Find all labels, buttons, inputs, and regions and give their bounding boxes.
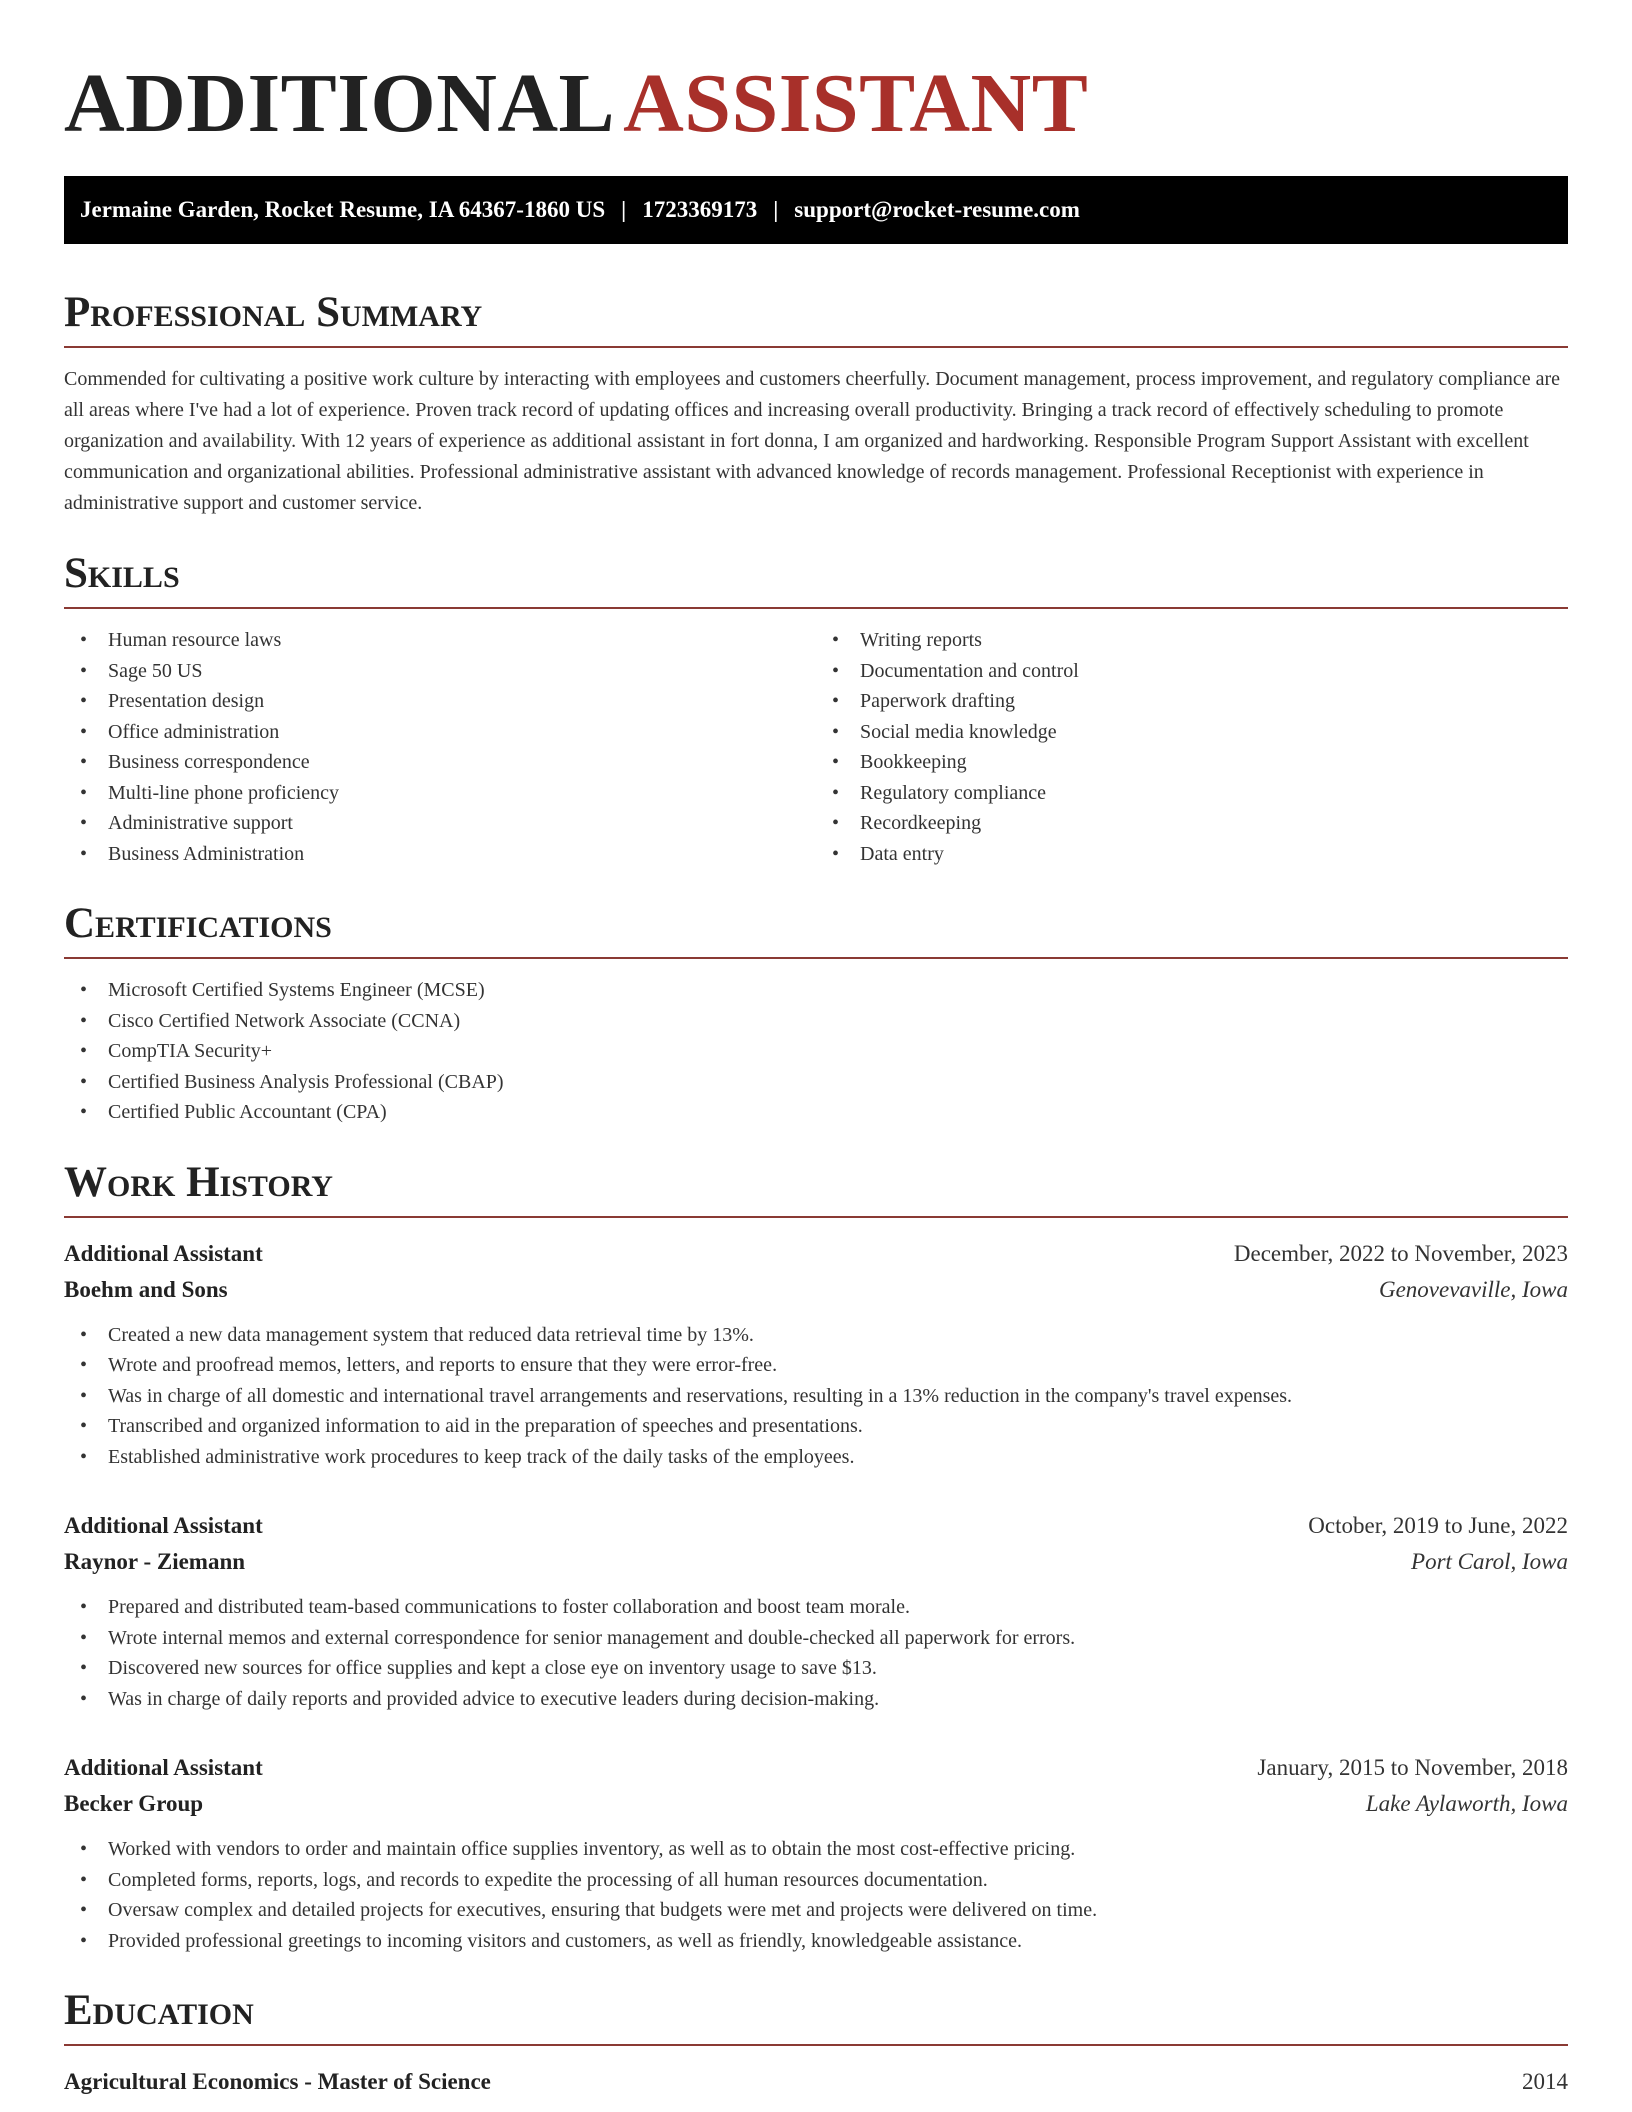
job-title: Additional Assistant [64, 1240, 263, 1266]
certification-item: • Certified Business Analysis Professional (CBAP) [80, 1067, 1568, 1098]
skills-section [64, 547, 1568, 869]
job-company: Raynor - Ziemann [64, 1549, 246, 1574]
job-company: Becker Group [64, 1791, 204, 1816]
job-bullet: • Provided professional greetings to incoming visitors and customers, as well as friendly, knowledgeable assistance. [80, 1926, 1568, 1957]
skill-item: • Documentation and control [832, 656, 1568, 687]
job-company-row [64, 1786, 1568, 1822]
summary-text: Commended for cultivating a positive work culture by interacting with employees and customers cheerfully. Document management, process improvement, and regulatory compliance are all areas where I've had a lot of experience. Proven track record of updating offices and increasing overall productivity. Bringing a track record of effectively scheduling to promote organization and availability. With 12 years of experience as additional assistant in fort donna, I am organized and hardworking. Responsible Program Support Assistant with excellent communication and organizational abilities. Professional administrative assistant with advanced knowledge of records management. Professional Receptionist with experience in administrative support and customer service. [64, 368, 1561, 514]
contact-bar [64, 176, 1568, 244]
job-bullet: • Prepared and distributed team-based communications to foster collaboration and boost team morale. [80, 1592, 1568, 1623]
job-bullet: • Worked with vendors to order and maintain office supplies inventory, as well as to obtain the most cost-effective pricing. [80, 1834, 1568, 1865]
job-dates: December, 2022 to November, 2023 [1233, 1240, 1568, 1266]
job-entry [64, 1750, 1568, 1956]
job-dates: October, 2019 to June, 2022 [1308, 1513, 1568, 1538]
skill-item: • Data entry [832, 839, 1568, 870]
contact-email: support@rocket-resume.com [794, 197, 1080, 222]
name-second: ASSISTANT [623, 57, 1089, 150]
skill-item: • Administrative support [80, 808, 816, 839]
job-bullets [64, 1592, 1568, 1714]
skill-item: • Sage 50 US [80, 656, 816, 687]
section-title-education: Education [64, 1984, 1568, 2046]
job-bullet: • Was in charge of daily reports and provided advice to executive leaders during decision-making. [80, 1684, 1568, 1715]
job-company-row [64, 1544, 1568, 1580]
education-degree: Agricultural Economics - Master of Science [64, 2069, 491, 2094]
summary-section [64, 286, 1568, 519]
skills-list-right [816, 625, 1568, 869]
skill-item: • Human resource laws [80, 625, 816, 656]
job-title: Additional Assistant [64, 1513, 263, 1538]
skill-item: • Business correspondence [80, 747, 816, 778]
job-bullet: • Completed forms, reports, logs, and records to expedite the processing of all human resources documentation. [80, 1865, 1568, 1896]
skills-grid [64, 609, 1568, 869]
job-company: Boehm and Sons [64, 1276, 228, 1302]
section-title-summary: Professional Summary [64, 286, 1568, 348]
job-bullet: • Wrote and proofread memos, letters, and reports to ensure that they were error-free. [80, 1350, 1568, 1381]
certification-item: • Certified Public Accountant (CPA) [80, 1097, 1568, 1128]
contact-phone: 1723369173 [642, 197, 758, 222]
certifications-section [64, 897, 1568, 1128]
skill-item: • Regulatory compliance [832, 778, 1568, 809]
job-bullet: • Was in charge of all domestic and international travel arrangements and reservations, resulting in a 13% reduction in the company's travel expenses. [80, 1381, 1568, 1412]
contact-address: Jermaine Garden, Rocket Resume, IA 64367-1860 US [80, 197, 606, 222]
certification-item: • Microsoft Certified Systems Engineer (MCSE) [80, 975, 1568, 1006]
section-title-skills: Skills [64, 547, 1568, 609]
job-header-row [64, 1750, 1568, 1786]
skill-item: • Presentation design [80, 686, 816, 717]
section-title-work-history: Work History [64, 1156, 1568, 1218]
job-bullets [64, 1834, 1568, 1956]
job-bullet: • Wrote internal memos and external correspondence for senior management and double-checked all paperwork for errors. [80, 1623, 1568, 1654]
job-dates: January, 2015 to November, 2018 [1257, 1755, 1568, 1780]
job-header-row [64, 1236, 1568, 1272]
certification-item: • CompTIA Security+ [80, 1036, 1568, 1067]
resume-name [64, 0, 1568, 152]
job-location: Lake Aylaworth, Iowa [1365, 1791, 1568, 1816]
skill-item: • Writing reports [832, 625, 1568, 656]
contact-separator: | [773, 197, 779, 222]
job-entry [64, 1236, 1568, 1473]
job-bullet: • Established administrative work procedures to keep track of the daily tasks of the employees. [80, 1442, 1568, 1473]
job-location: Port Carol, Iowa [1411, 1549, 1568, 1574]
certification-item: • Cisco Certified Network Associate (CCNA) [80, 1006, 1568, 1037]
certifications-list [64, 975, 1568, 1128]
contact-separator: | [621, 197, 627, 222]
job-header-row [64, 1508, 1568, 1544]
job-title: Additional Assistant [64, 1755, 263, 1780]
skills-list-left [64, 625, 816, 869]
job-bullet: • Oversaw complex and detailed projects for executives, ensuring that budgets were met and projects were delivered on time. [80, 1895, 1568, 1926]
job-company-row [64, 1272, 1568, 1308]
skill-item: • Multi-line phone proficiency [80, 778, 816, 809]
skill-item: • Bookkeeping [832, 747, 1568, 778]
job-bullet: • Created a new data management system that reduced data retrieval time by 13%. [80, 1320, 1568, 1351]
education-row [64, 2064, 1568, 2100]
skill-item: • Office administration [80, 717, 816, 748]
skill-item: • Recordkeeping [832, 808, 1568, 839]
education-section [64, 1984, 1568, 2100]
education-year: 2014 [1522, 2069, 1568, 2094]
job-bullet: • Discovered new sources for office supplies and kept a close eye on inventory usage to save $13. [80, 1653, 1568, 1684]
job-bullet: • Transcribed and organized information to aid in the preparation of speeches and presentations. [80, 1411, 1568, 1442]
section-title-certifications: Certifications [64, 897, 1568, 959]
job-bullets [64, 1320, 1568, 1473]
skill-item: • Business Administration [80, 839, 816, 870]
skill-item: • Social media knowledge [832, 717, 1568, 748]
job-location: Genovevaville, Iowa [1378, 1276, 1568, 1302]
name-first: ADDITIONAL [64, 57, 616, 150]
job-entry [64, 1508, 1568, 1714]
work-history-section [64, 1156, 1568, 1957]
skill-item: • Paperwork drafting [832, 686, 1568, 717]
